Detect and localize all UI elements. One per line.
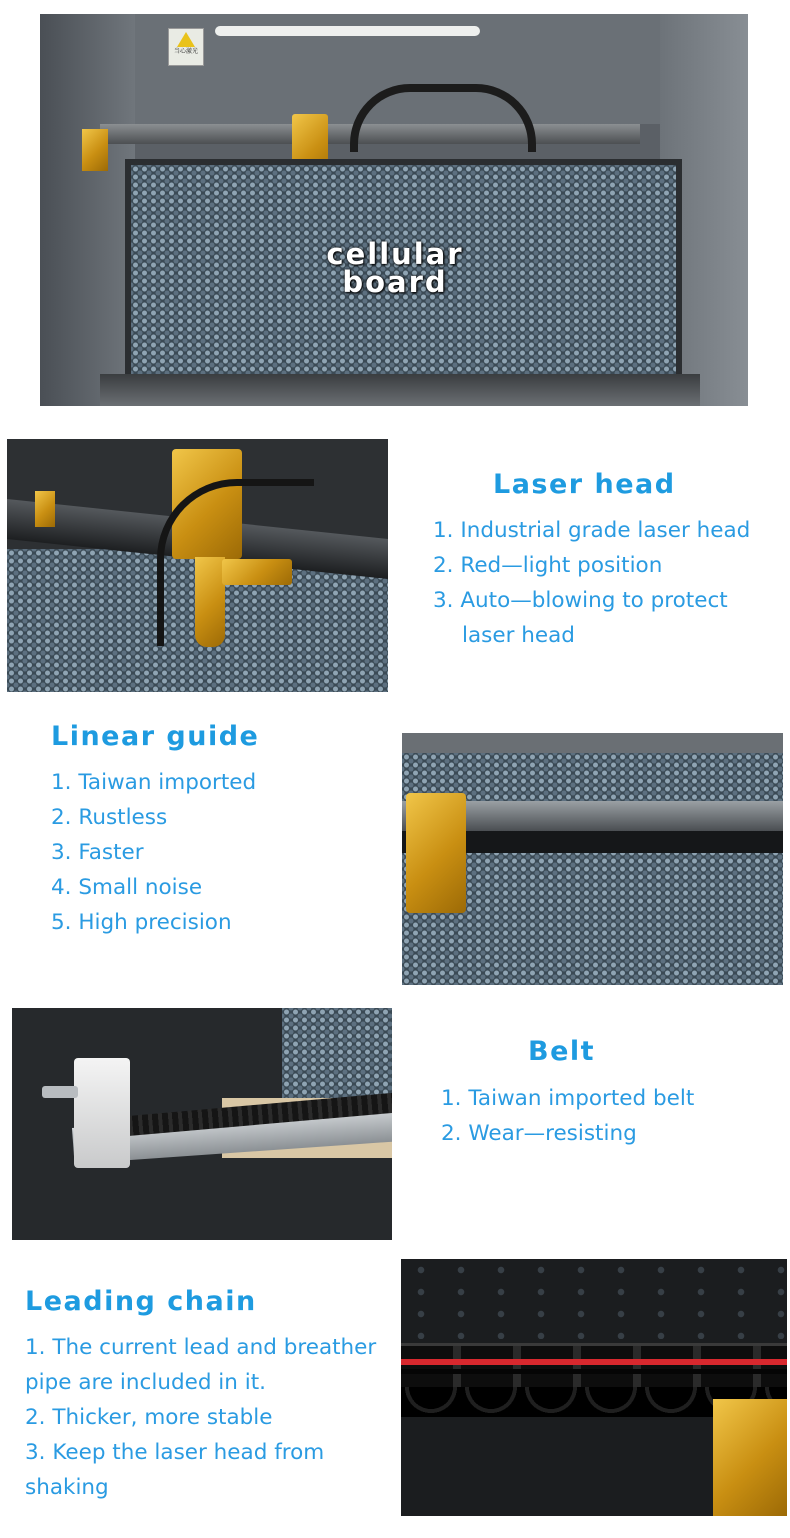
laser-caution-label <box>168 28 204 66</box>
feature-item: 2. Thicker, more stable <box>25 1405 273 1430</box>
feature-item: 4. Small noise <box>51 875 203 900</box>
caption-line-2: board <box>342 265 448 299</box>
belt-bracket <box>74 1058 130 1168</box>
air-hose <box>157 479 314 646</box>
caption-line-1: cellular <box>326 237 464 271</box>
top-frame <box>402 733 783 753</box>
feature-item: 3. Faster <box>51 840 144 865</box>
linear-guide-title: Linear guide <box>51 721 260 752</box>
caution-label-text: 当心激光 <box>173 48 198 55</box>
feature-item: 1. Taiwan imported <box>51 770 257 795</box>
left-bracket <box>35 491 55 527</box>
leading-chain-title: Leading chain <box>25 1286 257 1317</box>
red-wire <box>401 1359 787 1365</box>
feature-item: 2. Rustless <box>51 805 168 830</box>
laser-head-title: Laser head <box>493 469 676 500</box>
feature-item: 2. Wear—resisting <box>441 1121 637 1146</box>
light-tube <box>215 26 480 36</box>
feature-item: 1. Industrial grade laser head <box>433 518 751 543</box>
feature-item: 2. Red—light position <box>433 553 663 578</box>
laser-head-features <box>433 513 750 653</box>
chain-mount-plate <box>713 1399 787 1516</box>
belt-title: Belt <box>528 1036 596 1067</box>
feature-item: 3. Auto—blowing to protect <box>433 588 728 613</box>
belt-photo <box>12 1008 392 1240</box>
cabinet-left-wall <box>40 14 135 406</box>
front-edge <box>100 374 700 406</box>
linear-guide-photo <box>402 733 783 985</box>
laser-head-photo <box>7 439 388 692</box>
feature-item: pipe are included in it. <box>25 1370 266 1395</box>
feature-item: 3. Keep the laser head from <box>25 1440 325 1465</box>
feature-item: shaking <box>25 1475 109 1500</box>
black-wire <box>401 1369 787 1374</box>
leading-chain-photo <box>401 1259 787 1516</box>
belt-features <box>441 1081 694 1151</box>
belt-bolt <box>42 1086 78 1098</box>
feature-item: laser head <box>462 623 575 648</box>
cellular-board-caption <box>305 237 485 299</box>
feature-item: 1. The current lead and breather <box>25 1335 377 1360</box>
cable-chain <box>350 84 536 152</box>
linear-guide-features <box>51 765 256 940</box>
left-end-bracket <box>82 129 108 171</box>
feature-item: 5. High precision <box>51 910 232 935</box>
chain-background-dots <box>401 1259 787 1339</box>
warning-triangle-icon <box>177 32 195 47</box>
leading-chain-features <box>25 1330 376 1505</box>
linear-guide-head <box>406 793 466 913</box>
feature-item: 1. Taiwan imported belt <box>441 1086 695 1111</box>
cellular-board-photo <box>40 14 748 406</box>
